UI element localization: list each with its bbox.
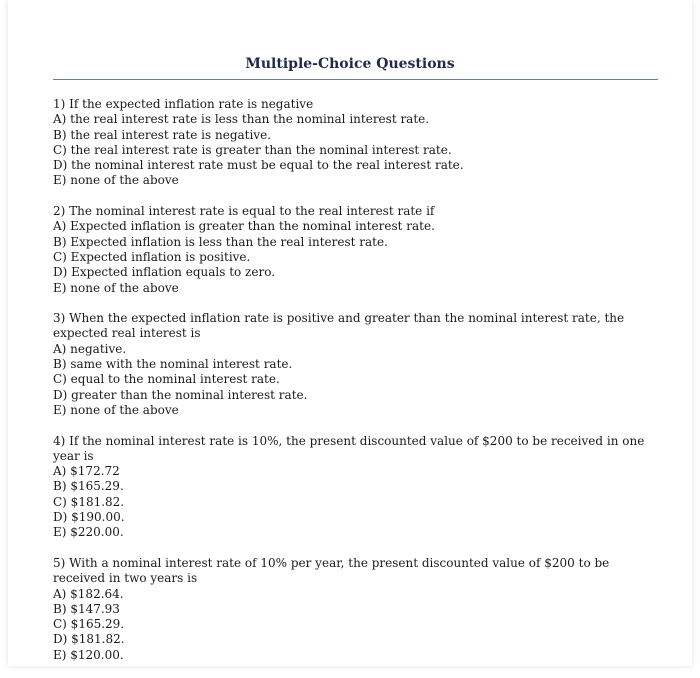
option-a: A) Expected inflation is greater than the nominal interest rate. [53,219,435,234]
option-d: D) the nominal interest rate must be equal to the real interest rate. [53,158,464,173]
option-a: A) $182.64. [53,586,124,601]
option-b: B) $147.93 [53,601,120,616]
question-4 [53,434,658,541]
question-list [53,97,658,678]
option-e: E) none of the above [53,402,179,417]
option-e: E) none of the above [53,280,179,295]
document-page [8,0,692,666]
question-2 [53,204,658,296]
option-c: C) equal to the nominal interest rate. [53,372,280,387]
option-d: D) Expected inflation equals to zero. [53,265,276,280]
option-c: C) the real interest rate is greater than the nominal interest rate. [53,142,452,157]
question-text: 5) With a nominal interest rate of 10% per year, the present discounted value of $200 to be received in two years is [53,555,610,586]
option-d: D) greater than the nominal interest rate. [53,387,308,402]
option-a: A) the real interest rate is less than the nominal interest rate. [53,112,430,127]
question-text: 4) If the nominal interest rate is 10%, the present discounted value of $200 to be received in one year is [53,433,645,463]
option-b: B) Expected inflation is less than the real interest rate. [53,234,388,249]
option-c: C) $181.82. [53,494,125,509]
option-e: E) $220.00. [53,525,124,540]
option-c: C) Expected inflation is positive. [53,249,251,264]
title-divider [53,79,658,80]
option-a: A) negative. [53,341,127,356]
question-1 [53,97,658,189]
page-title: Multiple-Choice Questions [245,56,455,72]
option-b: B) $165.29. [53,479,124,494]
option-a: A) $172.72 [53,464,120,479]
question-text: 3) When the expected inflation rate is positive and greater than the nominal interest rate, the expected real interest is [53,311,625,341]
option-d: D) $190.00. [53,510,125,525]
question-text: 2) The nominal interest rate is equal to the real interest rate if [53,204,435,219]
option-d: D) $181.82. [53,632,125,647]
question-5 [53,556,658,663]
option-e: E) $120.00. [53,647,124,662]
option-b: B) the real interest rate is negative. [53,127,272,142]
question-3 [53,311,658,418]
option-b: B) same with the nominal interest rate. [53,357,293,372]
option-e: E) none of the above [53,173,179,188]
question-text: 1) If the expected inflation rate is negative [53,97,314,111]
option-c: C) $165.29. [53,617,125,632]
